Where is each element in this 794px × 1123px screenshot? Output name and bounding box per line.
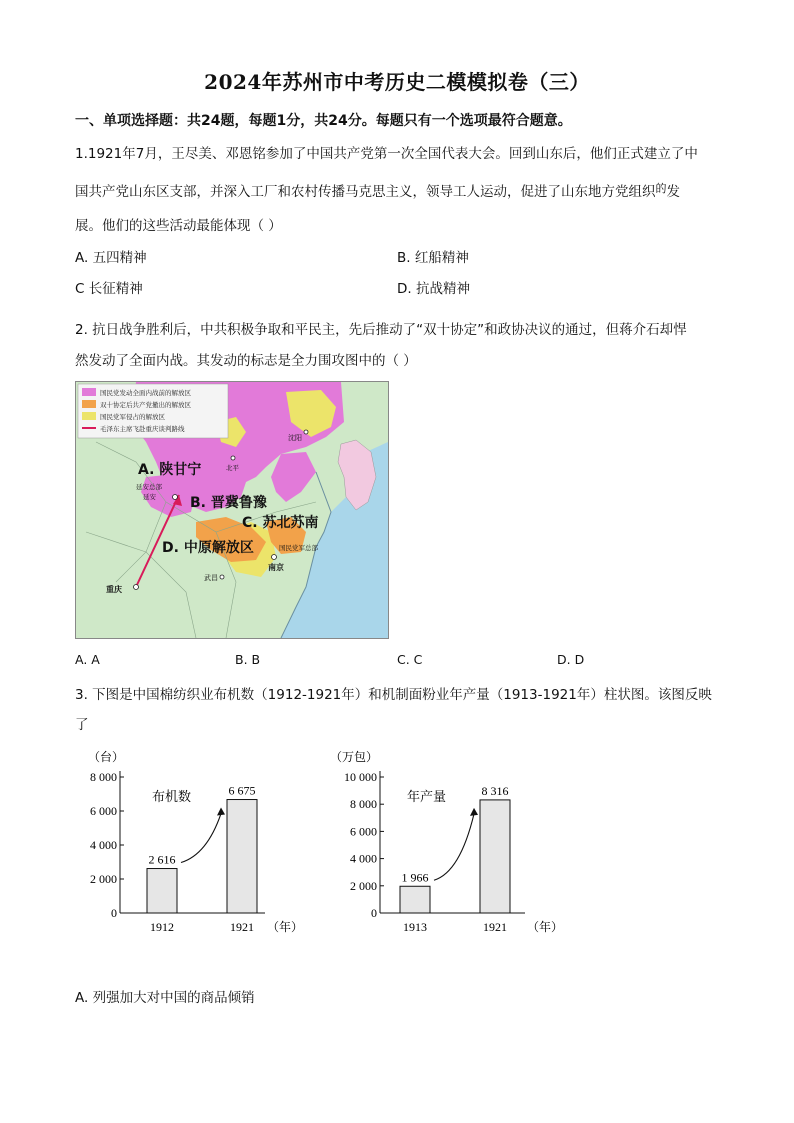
bar-value-label: 6 675	[228, 783, 256, 798]
q2-option-a[interactable]: A. A	[75, 652, 100, 667]
y-tick-label: 2 000	[350, 878, 377, 893]
q1-option-c[interactable]: C 长征精神	[75, 281, 143, 297]
y-tick-label: 0	[111, 906, 117, 920]
q1-line2-text: 国共产党山东区支部，并深入工厂和农村传播马克思主义，领导工人运动，促进了山东地方党组织	[75, 184, 656, 200]
trend-arrowhead	[470, 808, 478, 816]
bar	[147, 869, 177, 913]
q2-option-c[interactable]: C. C	[397, 652, 423, 667]
trend-arrow	[434, 814, 474, 880]
label-yanan: 延安	[143, 493, 156, 501]
q2-line1: 2. 抗日战争胜利后，中共积极争取和平民主，先后推动了“双十协定”和政协决议的通过，但蒋介石却悍	[75, 322, 687, 338]
chongqing-marker	[134, 585, 139, 590]
wuchang-marker	[220, 575, 224, 579]
q3-line1: 3. 下图是中国棉纺织业布机数（1912-1921年）和机制面粉业年产量（1913-1921年）柱状图。该图反映	[75, 687, 712, 703]
q1-option-a[interactable]: A. 五四精神	[75, 250, 147, 266]
legend-route: 毛泽东主席飞赴重庆谈判路线	[100, 425, 185, 433]
q3-option-a[interactable]: A. 列强加大对中国的商品倾销	[75, 990, 255, 1006]
flour-output-chart	[325, 745, 565, 940]
map-legend	[78, 384, 228, 438]
q1-option-b[interactable]: B. 红船精神	[397, 250, 469, 266]
q3-line2: 了	[75, 717, 89, 733]
q1-line2-end: 发	[666, 184, 680, 200]
label-beiping: 北平	[226, 464, 239, 472]
y-tick-label: 0	[371, 906, 377, 920]
x-tick-label: 1921	[483, 920, 507, 934]
y-tick-label: 6 000	[350, 824, 377, 839]
page-title: 2024年苏州市中考历史二模模拟卷（三）	[204, 70, 590, 94]
map-svg	[76, 382, 388, 638]
label-nanjing: 南京	[268, 563, 284, 572]
trend-arrowhead	[217, 808, 225, 816]
label-a: A. 陕甘宁	[138, 462, 202, 478]
q2-option-d[interactable]: D. D	[557, 652, 585, 667]
y-tick-label: 8 000	[350, 797, 377, 812]
chart-title: 年产量	[407, 789, 447, 804]
label-shenyang: 沈阳	[288, 434, 302, 442]
yanan-marker	[173, 495, 178, 500]
legend-liberated: 国民党发动全面内战前的解放区	[100, 389, 191, 397]
trend-arrow	[181, 814, 221, 863]
y-axis-label: （万包）	[330, 750, 379, 764]
loom-count-chart	[70, 745, 320, 940]
x-tick-label: 1912	[150, 920, 174, 934]
x-tick-label: 1921	[230, 920, 254, 934]
y-tick-label: 2 000	[90, 872, 117, 886]
q2-option-b[interactable]: B. B	[235, 652, 261, 667]
x-tick-label: 1913	[403, 920, 427, 934]
y-tick-label: 6 000	[90, 804, 117, 818]
bar	[227, 800, 257, 913]
beiping-marker	[231, 456, 235, 460]
label-wuchang: 武昌	[204, 574, 218, 582]
y-tick-label: 4 000	[90, 838, 117, 852]
legend-occupied: 国民党军侵占的解放区	[100, 413, 165, 421]
x-axis-label: （年）	[267, 920, 304, 934]
label-c: C. 苏北苏南	[242, 515, 319, 531]
q1-line2-sup: 的	[655, 182, 667, 195]
bar-value-label: 1 966	[401, 870, 429, 885]
y-axis-label: （台）	[88, 750, 125, 764]
section-heading: 一、单项选择题：共24题，每题1分，共24分。每题只有一个选项最符合题意。	[75, 113, 572, 129]
legend-withdrawn: 双十协定后共产党撤出的解放区	[100, 401, 191, 409]
chart-title: 布机数	[152, 789, 192, 804]
korea-region	[338, 440, 376, 510]
label-d: D. 中原解放区	[162, 540, 254, 556]
civil-war-map	[75, 381, 389, 639]
q1-line1: 1.1921年7月，王尽美、邓恩铭参加了中国共产党第一次全国代表大会。回到山东后，他们正式建立了中	[75, 146, 698, 162]
x-axis-label: （年）	[527, 920, 564, 934]
shenyang-marker	[304, 430, 308, 434]
y-tick-label: 8 000	[90, 770, 117, 784]
bar-value-label: 2 616	[148, 852, 176, 867]
q1-line2	[75, 180, 680, 200]
y-tick-label: 10 000	[344, 770, 377, 784]
bar	[400, 886, 430, 913]
y-tick-label: 4 000	[350, 851, 377, 866]
label-kmt-hq: 国民党军总部	[279, 544, 318, 552]
label-chongqing: 重庆	[106, 585, 122, 594]
q2-line2: 然发动了全面内战。其发动的标志是全力围攻图中的（ ）	[75, 353, 417, 369]
label-b: B. 晋冀鲁豫	[190, 495, 267, 511]
q1-line3: 展。他们的这些活动最能体现（ ）	[75, 218, 282, 234]
bar-value-label: 8 316	[481, 783, 509, 798]
label-yanan-hq: 延安总部	[136, 483, 162, 491]
nanjing-marker	[272, 555, 277, 560]
q1-option-d[interactable]: D. 抗战精神	[397, 281, 470, 297]
bar	[480, 800, 510, 913]
